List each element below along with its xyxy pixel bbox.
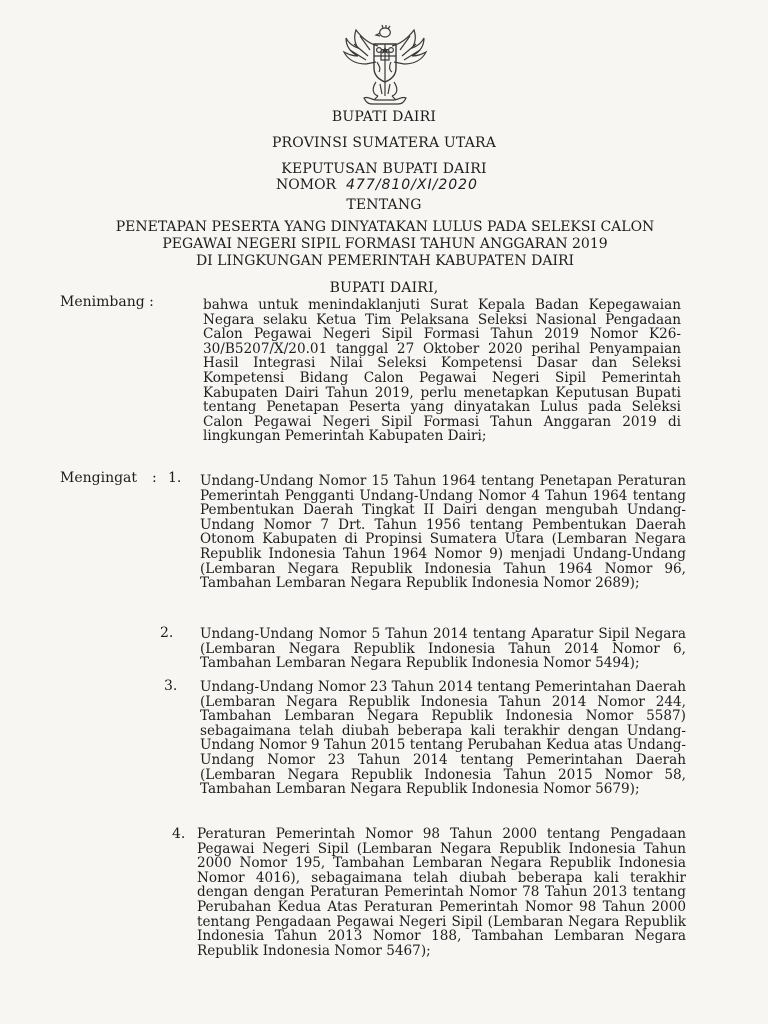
about-heading: TENTANG bbox=[346, 197, 422, 213]
list-item-number: 4. bbox=[172, 826, 186, 842]
regent-signatory: BUPATI DAIRI, bbox=[329, 280, 439, 296]
list-item-number: 2. bbox=[160, 625, 174, 641]
decree-title bbox=[80, 219, 690, 270]
recalling-colon: : bbox=[152, 470, 157, 486]
list-item: Undang-Undang Nomor 5 Tahun 2014 tentang Aparatur Sipil Negara (Lembaran Negara Republik Indonesia Tahun 2014 Nomor 6, Tambahan Lembaran Negara Republik Indonesia Nomor 5494); bbox=[200, 626, 686, 672]
recalling-label: Mengingat bbox=[60, 470, 138, 486]
list-item: Undang-Undang Nomor 15 Tahun 1964 tentang Penetapan Peraturan Pemerintah Pengganti Undang-Undang Nomor 4 Tahun 1964 tentang Pembentukan Daerah Tingkat II Dairi dengan mengubah Undang-Undang Nomor 7 Drt. Tahun 1956 tentang Pembentukan Daerah Otonom Kabupaten di Propinsi Sumatera Utara (Lembaran Negara Republik Indonesia Tahun 1964 Nomor 9) menjadi Undang-Undang (Lembaran Negara Republik Indonesia Tahun 1964 Nomor 96, Tambahan Lembaran Negara Republik Indonesia Nomor 2689); bbox=[200, 473, 686, 592]
considering-label: Menimbang : bbox=[60, 294, 154, 310]
garuda-emblem-icon bbox=[336, 24, 434, 108]
decree-title-line-2: PEGAWAI NEGERI SIPIL FORMASI TAHUN ANGGARAN 2019 bbox=[162, 236, 608, 252]
decree-title-line-3: DI LINGKUNGAN PEMERINTAH KABUPATEN DAIRI bbox=[195, 253, 575, 269]
considering-text: bahwa untuk menindaklanjuti Surat Kepala Badan Kepegawaian Negara selaku Ketua Tim Pelaksana Seleksi Nasional Pengadaan Calon Pegawai Negeri Sipil Formasi Tahun 2019 Nomor K26-30/B5207/X/20.01 tanggal 27 Oktober 2020 perihal Penyampaian Hasil Integrasi Nilai Seleksi Kompetensi Dasar dan Seleksi Kompetensi Bidang Calon Pegawai Negeri Sipil Pemerintah Kabupaten Dairi Tahun 2019, perlu menetapkan Keputusan Bupati tentang Penetapan Peserta yang dinyatakan Lulus pada Seleksi Calon Pegawai Negeri Sipil Formasi Tahun Anggaran 2019 di lingkungan Pemerintah Kabupaten Dairi; bbox=[203, 297, 681, 445]
list-item-number: 1. bbox=[168, 470, 182, 486]
list-item: Undang-Undang Nomor 23 Tahun 2014 tentang Pemerintahan Daerah (Lembaran Negara Republik Indonesia Tahun 2014 Nomor 244, Tambahan Lembaran Negara Republik Indonesia Nomor 5587) sebagaimana telah diubah beberapa kali terakhir dengan Undang-Undang Nomor 9 Tahun 2015 tentang Perubahan Kedua atas Undang-Undang Nomor 23 Tahun 2014 tentang Pemerintahan Daerah (Lembaran Negara Republik Indonesia Tahun 2015 Nomor 58, Tambahan Lembaran Negara Republik Indonesia Nomor 5679); bbox=[200, 679, 686, 798]
regent-heading: BUPATI DAIRI bbox=[331, 109, 437, 125]
decree-number-value: 477/810/XI/2020 bbox=[346, 177, 478, 193]
list-item: Peraturan Pemerintah Nomor 98 Tahun 2000 tentang Pengadaan Pegawai Negeri Sipil (Lembaran Negara Republik Indonesia Tahun 2000 Nomor 195, Tambahan Lembaran Negara Republik Indonesia Nomor 4016), sebagaimana telah diubah beberapa kali terakhir dengan dengan Peraturan Pemerintah Nomor 78 Tahun 2013 tentang Perubahan Kedua Atas Peraturan Pemerintah Nomor 98 Tahun 2000 tentang Pengadaan Pegawai Negeri Sipil (Lembaran Negara Republik Indonesia Tahun 2013 Nomor 188, Tambahan Lembaran Negara Republik Indonesia Nomor 5467); bbox=[197, 826, 686, 959]
decree-heading: KEPUTUSAN BUPATI DAIRI bbox=[281, 161, 487, 177]
decree-title-line-1: PENETAPAN PESERTA YANG DINYATAKAN LULUS PADA SELEKSI CALON bbox=[115, 219, 655, 235]
decree-number-label: NOMOR bbox=[276, 177, 337, 193]
province-heading: PROVINSI SUMATERA UTARA bbox=[271, 135, 497, 151]
list-item-number: 3. bbox=[164, 678, 178, 694]
